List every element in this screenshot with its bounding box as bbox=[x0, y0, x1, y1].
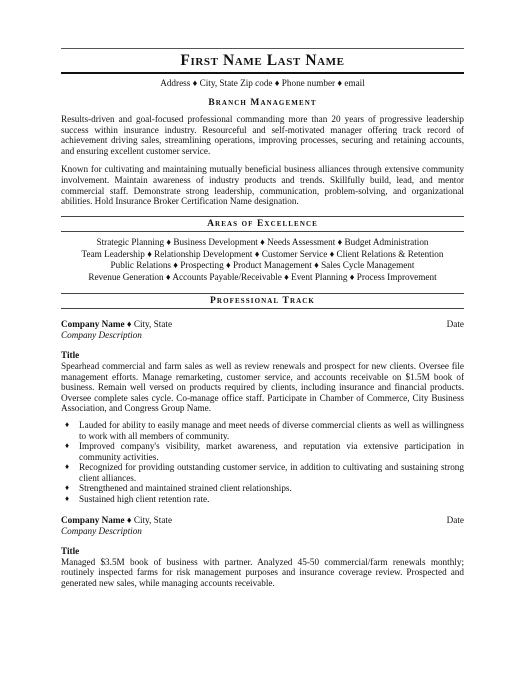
job-date: Date bbox=[446, 318, 464, 329]
achievement-item: ♦ Recognized for providing outstanding customer service, in addition to cultivating and sustaining strong client alliances. bbox=[79, 462, 464, 483]
excellence-list bbox=[61, 237, 464, 284]
resume-page bbox=[61, 48, 464, 588]
excellence-heading: Areas of Excellence bbox=[61, 216, 464, 232]
job-title: Title bbox=[61, 545, 80, 556]
job-entry bbox=[61, 515, 464, 589]
job-company: Company Name bbox=[61, 318, 125, 329]
excellence-line: Revenue Generation ♦ Accounts Payable/Receivable ♦ Event Planning ♦ Process Improvement bbox=[88, 272, 437, 283]
job-company: Company Name bbox=[61, 514, 125, 525]
job-company-description: Company Description bbox=[61, 329, 142, 340]
excellence-line: Public Relations ♦ Prospecting ♦ Product Management ♦ Sales Cycle Management bbox=[110, 260, 415, 271]
candidate-name: First Name Last Name bbox=[61, 48, 464, 74]
achievement-item: ♦ Improved company's visibility, market awareness, and reputation via extensive participation in community activities. bbox=[79, 441, 464, 462]
job-achievements bbox=[61, 420, 464, 505]
excellence-line: Strategic Planning ♦ Business Development ♦ Needs Assessment ♦ Budget Administration bbox=[96, 236, 429, 247]
job-header bbox=[61, 515, 464, 526]
job-summary: Spearhead commercial and farm sales as well as review renewals and prospect for new clients. Oversee file management efforts. Manage remarketing, customer service, and accounts receivable on $1.5M book of business. Remain well versed on products required by clients, including insurance and financial products. Oversee complete sales cycle. Co-manage office staff. Participate in Chamber of Commerce, City Business Association, and Congress Group Name. bbox=[61, 360, 464, 414]
track-heading: Professional Track bbox=[61, 293, 464, 309]
job-company-description: Company Description bbox=[61, 525, 142, 536]
achievement-item: ♦ Strengthened and maintained strained client relationships. bbox=[79, 483, 464, 494]
job-date: Date bbox=[446, 514, 464, 525]
profile-paragraph-1: Results-driven and goal-focused professional commanding more than 20 years of progressive leadership success within insurance industry. Resourceful and self-motivated manager offering track record of achievement driving sales, streamlining operations, improving processes, securing and retaining accounts, and ensuring excellent customer service. bbox=[61, 114, 464, 156]
profile-paragraph-2: Known for cultivating and maintaining mutually beneficial business alliances through extensive community involvement. Maintain awareness of industry products and trends. Skillfully build, lead, and mentor commercial staff. Demonstrate strong leadership, communication, problem-solving, and organizational abilities. Hold Insurance Broker Certification Name designation. bbox=[61, 164, 464, 207]
job-company-location bbox=[61, 515, 172, 526]
achievement-item: ♦ Sustained high client retention rate. bbox=[79, 494, 464, 505]
job-entry bbox=[61, 319, 464, 505]
job-company-location bbox=[61, 319, 172, 330]
job-header bbox=[61, 319, 464, 330]
excellence-line: Team Leadership ♦ Relationship Development ♦ Customer Service ♦ Client Relations & Retention bbox=[81, 248, 444, 259]
profile-headline: Branch Management bbox=[208, 98, 317, 108]
job-location: ♦ City, State bbox=[124, 318, 173, 329]
job-location: ♦ City, State bbox=[124, 514, 173, 525]
job-title: Title bbox=[61, 349, 80, 360]
achievement-item: ♦ Lauded for ability to easily manage and meet needs of diverse commercial clients as well as willingness to work with all members of community. bbox=[79, 420, 464, 441]
contact-line: Address ♦ City, State Zip code ♦ Phone number ♦ email bbox=[160, 78, 365, 88]
job-summary: Managed $3.5M book of business with partner. Analyzed 45-50 commercial/farm renewals monthly; routinely inspected farms for risk management purposes and insurance coverage review. Prospected and generated new sales, while managing accounts receivable. bbox=[61, 556, 464, 588]
